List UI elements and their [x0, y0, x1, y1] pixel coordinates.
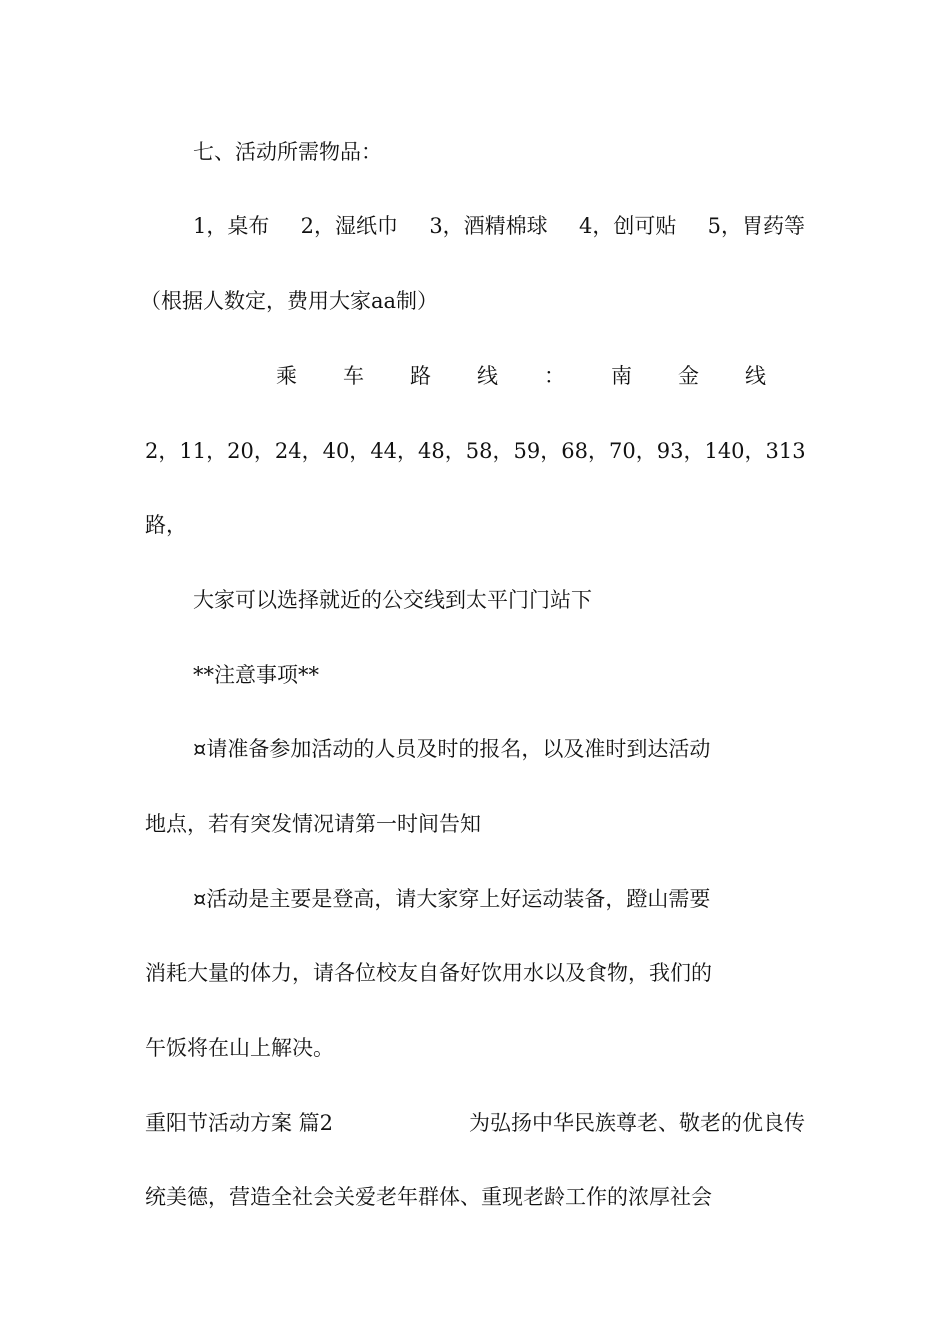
- notice-1-line-1: ¤请准备参加活动的人员及时的报名，以及准时到达活动: [193, 737, 711, 761]
- route-label-char: 路: [410, 364, 431, 388]
- route-number: 59，: [513, 439, 562, 463]
- route-number: 58，: [465, 439, 514, 463]
- notice-heading: **注意事项**: [193, 663, 319, 687]
- supply-item: 3，酒精棉球: [429, 214, 548, 238]
- plan-2-second-line: 统美德，营造全社会关爱老年群体、重现老龄工作的浓厚社会: [145, 1185, 712, 1209]
- route-number: 313: [765, 439, 806, 463]
- supplies-list: [193, 211, 805, 241]
- supply-item: 5，胃药等: [707, 214, 805, 238]
- route-label-char: 金: [678, 364, 699, 388]
- route-number: 20，: [227, 439, 275, 463]
- plan-2-title: 重阳节活动方案 篇2: [145, 1111, 334, 1135]
- route-number: 40，: [322, 439, 371, 463]
- notice-1-line-2: 地点，若有突发情况请第一时间告知: [145, 812, 481, 836]
- route-number: 48，: [418, 439, 466, 463]
- route-label-char: 线: [477, 364, 498, 388]
- plan-2-first-line: [145, 1108, 805, 1138]
- supply-item: 1，桌布: [193, 214, 270, 238]
- route-label-char: 线: [745, 364, 766, 388]
- route-label-char: 车: [343, 364, 364, 388]
- section-heading: 七、活动所需物品：: [193, 140, 382, 164]
- route-number: 140，: [704, 439, 766, 463]
- notice-2-line-2: 消耗大量的体力，请各位校友自备好饮用水以及食物，我们的: [145, 961, 712, 985]
- route-suffix: 路，: [145, 513, 187, 537]
- route-numbers: [145, 436, 805, 466]
- route-label: [276, 361, 766, 391]
- notice-2-line-3: 午饭将在山上解决。: [145, 1036, 334, 1060]
- supplies-note: （根据人数定，费用大家aa制）: [140, 289, 439, 313]
- route-number: 68，: [561, 439, 609, 463]
- route-number: 11，: [179, 439, 228, 463]
- route-label-char: ：: [544, 364, 565, 388]
- supply-item: 4，创可贴: [578, 214, 677, 238]
- route-label-char: 乘: [276, 364, 297, 388]
- route-label-char: 南: [611, 364, 632, 388]
- route-number: 44，: [370, 439, 419, 463]
- bus-instruction: 大家可以选择就近的公交线到太平门门站下: [193, 588, 592, 612]
- route-number: 93，: [656, 439, 705, 463]
- route-number: 24，: [274, 439, 323, 463]
- notice-2-line-1: ¤活动是主要是登高，请大家穿上好运动装备，蹬山需要: [193, 887, 711, 911]
- supply-item: 2，湿纸巾: [300, 214, 399, 238]
- plan-2-intro: 为弘扬中华民族尊老、敬老的优良传: [469, 1111, 805, 1135]
- route-number: 2，: [145, 439, 180, 463]
- route-number: 70，: [608, 439, 657, 463]
